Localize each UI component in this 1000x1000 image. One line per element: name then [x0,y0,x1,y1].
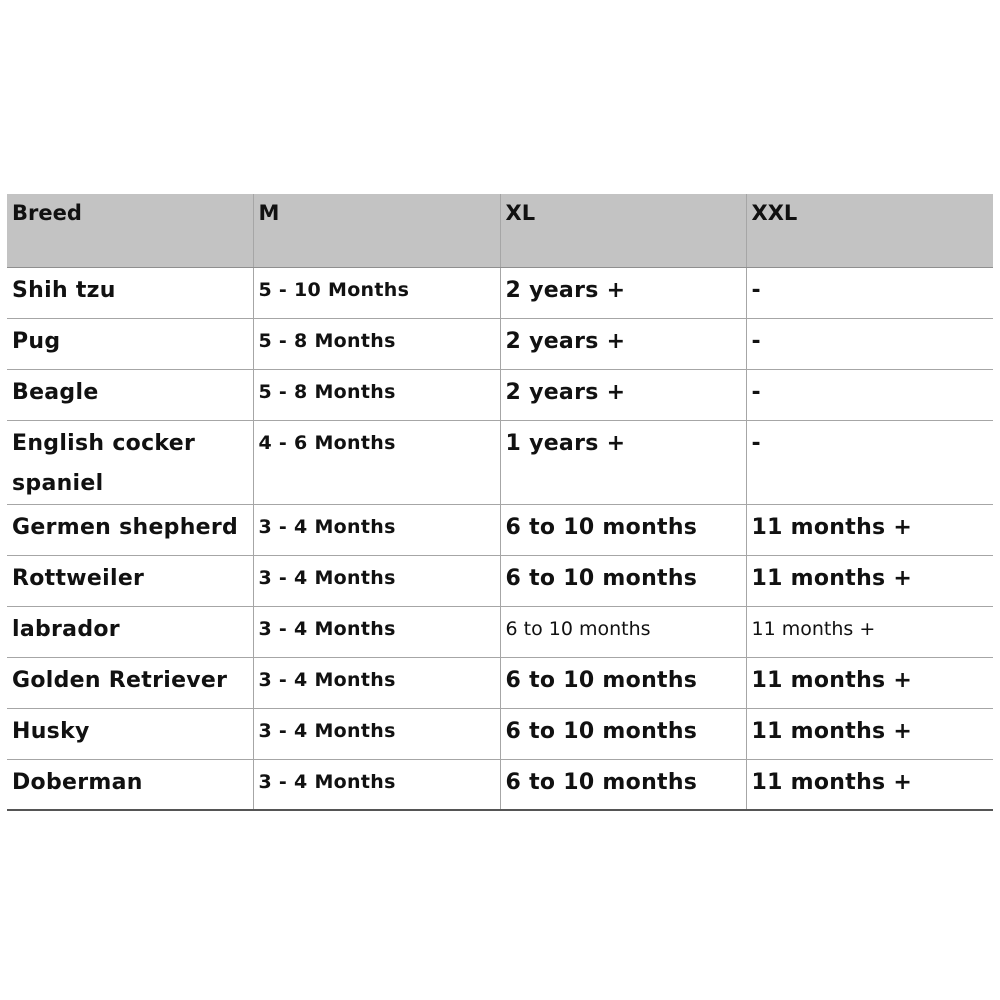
table-row [7,759,993,810]
size-xxl-cell: - [746,369,993,420]
breed-cell: labrador [7,606,253,657]
breed-cell: Pug [7,318,253,369]
size-xxl-cell: 11 months + [746,606,993,657]
size-m-cell: 3 - 4 Months [253,606,500,657]
size-xxl-cell: 11 months + [746,708,993,759]
size-xl-cell: 6 to 10 months [500,708,746,759]
table-row [7,504,993,555]
size-xl-cell: 6 to 10 months [500,606,746,657]
table-body [7,267,993,810]
breed-cell: Golden Retriever [7,657,253,708]
breed-cell: Doberman [7,759,253,810]
breed-cell: Beagle [7,369,253,420]
size-xl-cell: 1 years + [500,420,746,504]
table-row [7,606,993,657]
size-xl-cell: 6 to 10 months [500,504,746,555]
table-row [7,555,993,606]
size-xxl-cell: 11 months + [746,759,993,810]
size-xxl-cell: - [746,267,993,318]
table-row [7,369,993,420]
header-size-m: M [253,194,500,267]
header-row [7,194,993,267]
size-m-cell: 3 - 4 Months [253,759,500,810]
header-size-xl: XL [500,194,746,267]
size-xl-cell: 6 to 10 months [500,759,746,810]
table-header [7,194,993,267]
size-chart-table [7,194,993,811]
breed-cell: Rottweiler [7,555,253,606]
table-row [7,657,993,708]
size-xl-cell: 2 years + [500,318,746,369]
size-m-cell: 3 - 4 Months [253,708,500,759]
size-m-cell: 5 - 10 Months [253,267,500,318]
size-xl-cell: 6 to 10 months [500,657,746,708]
size-xxl-cell: 11 months + [746,555,993,606]
size-m-cell: 3 - 4 Months [253,555,500,606]
size-m-cell: 3 - 4 Months [253,504,500,555]
table-row [7,420,993,504]
size-m-cell: 4 - 6 Months [253,420,500,504]
header-size-xxl: XXL [746,194,993,267]
size-m-cell: 3 - 4 Months [253,657,500,708]
table-row [7,318,993,369]
breed-cell: Husky [7,708,253,759]
size-xxl-cell: - [746,420,993,504]
breed-cell: Germen shepherd [7,504,253,555]
table-row [7,267,993,318]
header-breed: Breed [7,194,253,267]
breed-cell: Shih tzu [7,267,253,318]
size-m-cell: 5 - 8 Months [253,369,500,420]
size-xxl-cell: 11 months + [746,504,993,555]
breed-cell: English cocker spaniel [7,420,253,504]
table-row [7,708,993,759]
size-xl-cell: 6 to 10 months [500,555,746,606]
size-xl-cell: 2 years + [500,369,746,420]
size-xxl-cell: 11 months + [746,657,993,708]
size-m-cell: 5 - 8 Months [253,318,500,369]
size-xxl-cell: - [746,318,993,369]
size-xl-cell: 2 years + [500,267,746,318]
